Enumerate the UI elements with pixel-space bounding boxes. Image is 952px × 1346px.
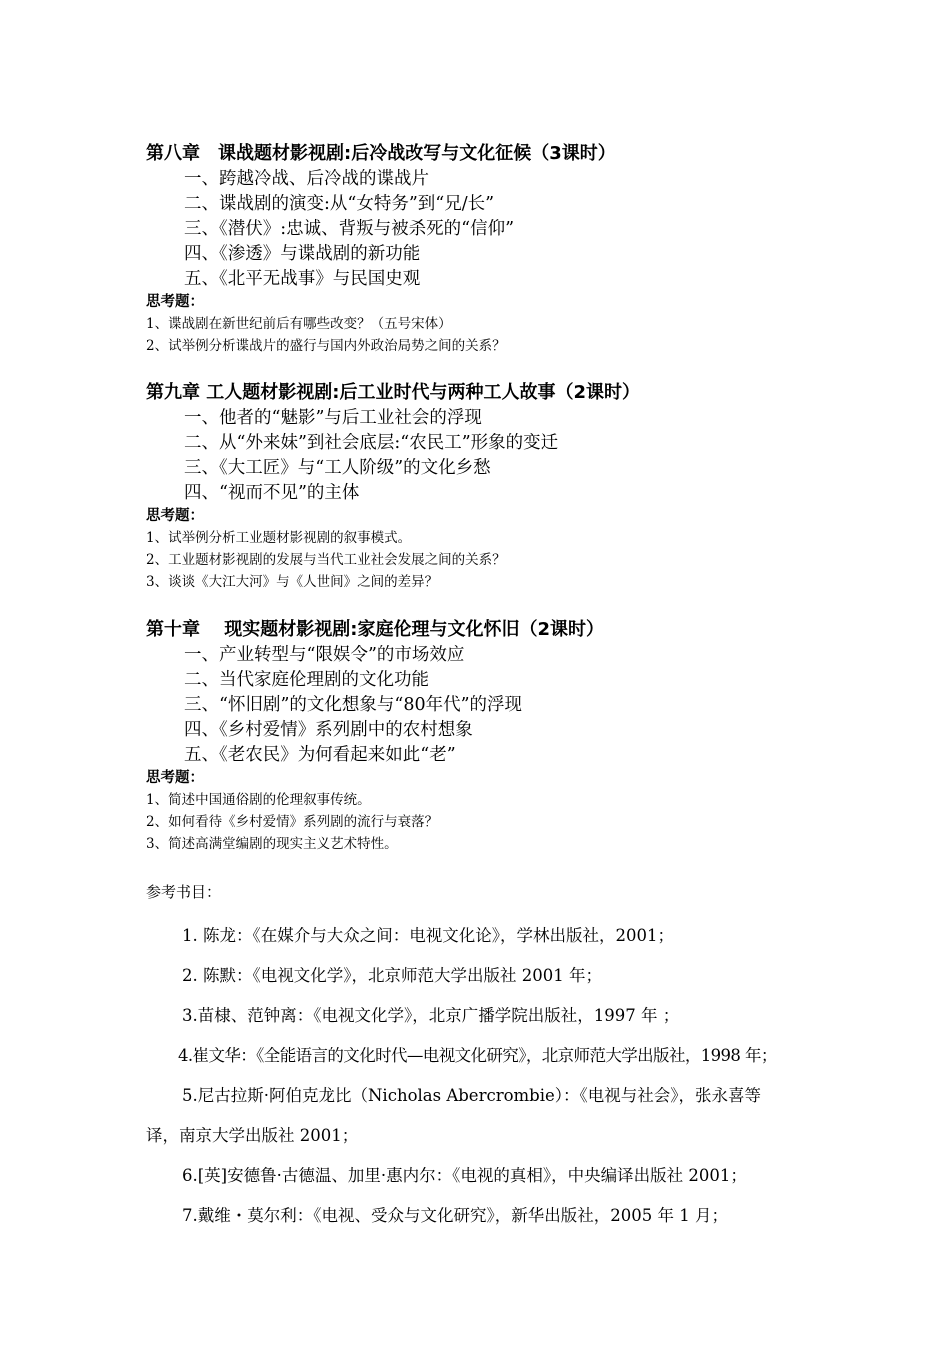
references-section	[146, 880, 826, 1236]
chapter-title: 第八章 课战题材影视剧:后冷战改写与文化征候（3课时）	[146, 143, 616, 164]
question: 2、试举例分析谍战片的盛行与国内外政治局势之间的关系？	[146, 338, 506, 354]
chapter-item: 一、跨越冷战、后冷战的谍战片	[184, 169, 429, 189]
question: 3、谈谈《大江大河》与《人世间》之间的差异？	[146, 574, 439, 590]
chapter-item: 二、从“外来妹”到社会底层:“农民工”形象的变迁	[184, 433, 559, 453]
chapter-item: 一、他者的“魅影”与后工业社会的浮现	[184, 408, 482, 428]
chapter-title: 第九章 工人题材影视剧:后工业时代与两种工人故事（2课时）	[146, 382, 640, 403]
reference-item: 7.戴维・莫尔利：《电视、受众与文化研究》，新华出版社，2005 年 1 月；	[182, 1206, 728, 1225]
references-label: 参考书目：	[146, 883, 222, 901]
chapter-item: 五、《北平无战事》与民国史观	[184, 269, 421, 289]
reference-item: 6.[英]安德鲁·古德温、加里·惠内尔：《电视的真相》，中央编译出版社 2001；	[182, 1166, 747, 1185]
chapter-item: 二、当代家庭伦理剧的文化功能	[184, 670, 429, 690]
chapter-item: 三、《大工匠》与“工人阶级”的文化乡愁	[184, 458, 491, 478]
chapter-item: 四、《乡村爱情》系列剧中的农村想象	[184, 720, 473, 740]
reference-item-continuation: 译，南京大学出版社 2001；	[146, 1126, 359, 1145]
question: 1、谍战剧在新世纪前后有哪些改变？（五号宋体）	[146, 316, 452, 332]
question: 2、如何看待《乡村爱情》系列剧的流行与衰落？	[146, 814, 439, 830]
question: 1、简述中国通俗剧的伦理叙事传统。	[146, 792, 371, 808]
chapter-item: 三、“怀旧剧”的文化想象与“80年代”的浮现	[184, 695, 523, 715]
chapter-item: 四、《渗透》与谍战剧的新功能	[184, 244, 421, 264]
reference-item: 3.苗棣、范钟离：《电视文化学》，北京广播学院出版社，1997 年 ；	[182, 1006, 680, 1025]
chapter-item: 四、“视而不见”的主体	[184, 483, 360, 503]
chapter-8	[146, 141, 846, 357]
reference-item: 4.崔文华：《全能语言的文化时代—电视文化研究》，北京师范大学出版社，1998 年；	[178, 1046, 777, 1065]
think-label: 思考题：	[146, 294, 204, 310]
chapter-10	[146, 617, 846, 855]
reference-item: 2. 陈默：《电视文化学》，北京师范大学出版社 2001 年；	[182, 966, 602, 985]
think-label: 思考题：	[146, 508, 204, 524]
chapter-item: 一、产业转型与“限娱令”的市场效应	[184, 645, 465, 665]
chapter-item: 二、谍战剧的演变:从“女特务”到“兄/长”	[184, 194, 495, 214]
question: 1、试举例分析工业题材影视剧的叙事模式。	[146, 530, 412, 546]
chapter-title: 第十章 现实题材影视剧:家庭伦理与文化怀旧（2课时）	[146, 619, 604, 640]
question: 3、简述高满堂编剧的现实主义艺术特性。	[146, 836, 398, 852]
chapter-item: 五、《老农民》为何看起来如此“老”	[184, 745, 456, 765]
reference-item: 5.尼古拉斯·阿伯克龙比（Nicholas Abercrombie）：《电视与社会》，张永喜等	[182, 1086, 762, 1105]
chapter-item: 三、《潜伏》:忠诚、背叛与被杀死的“信仰”	[184, 219, 515, 239]
chapter-9	[146, 380, 846, 593]
question: 2、工业题材影视剧的发展与当代工业社会发展之间的关系？	[146, 552, 506, 568]
reference-item: 1. 陈龙：《在媒介与大众之间：电视文化论》，学林出版社，2001；	[182, 926, 674, 945]
think-label: 思考题：	[146, 770, 204, 786]
